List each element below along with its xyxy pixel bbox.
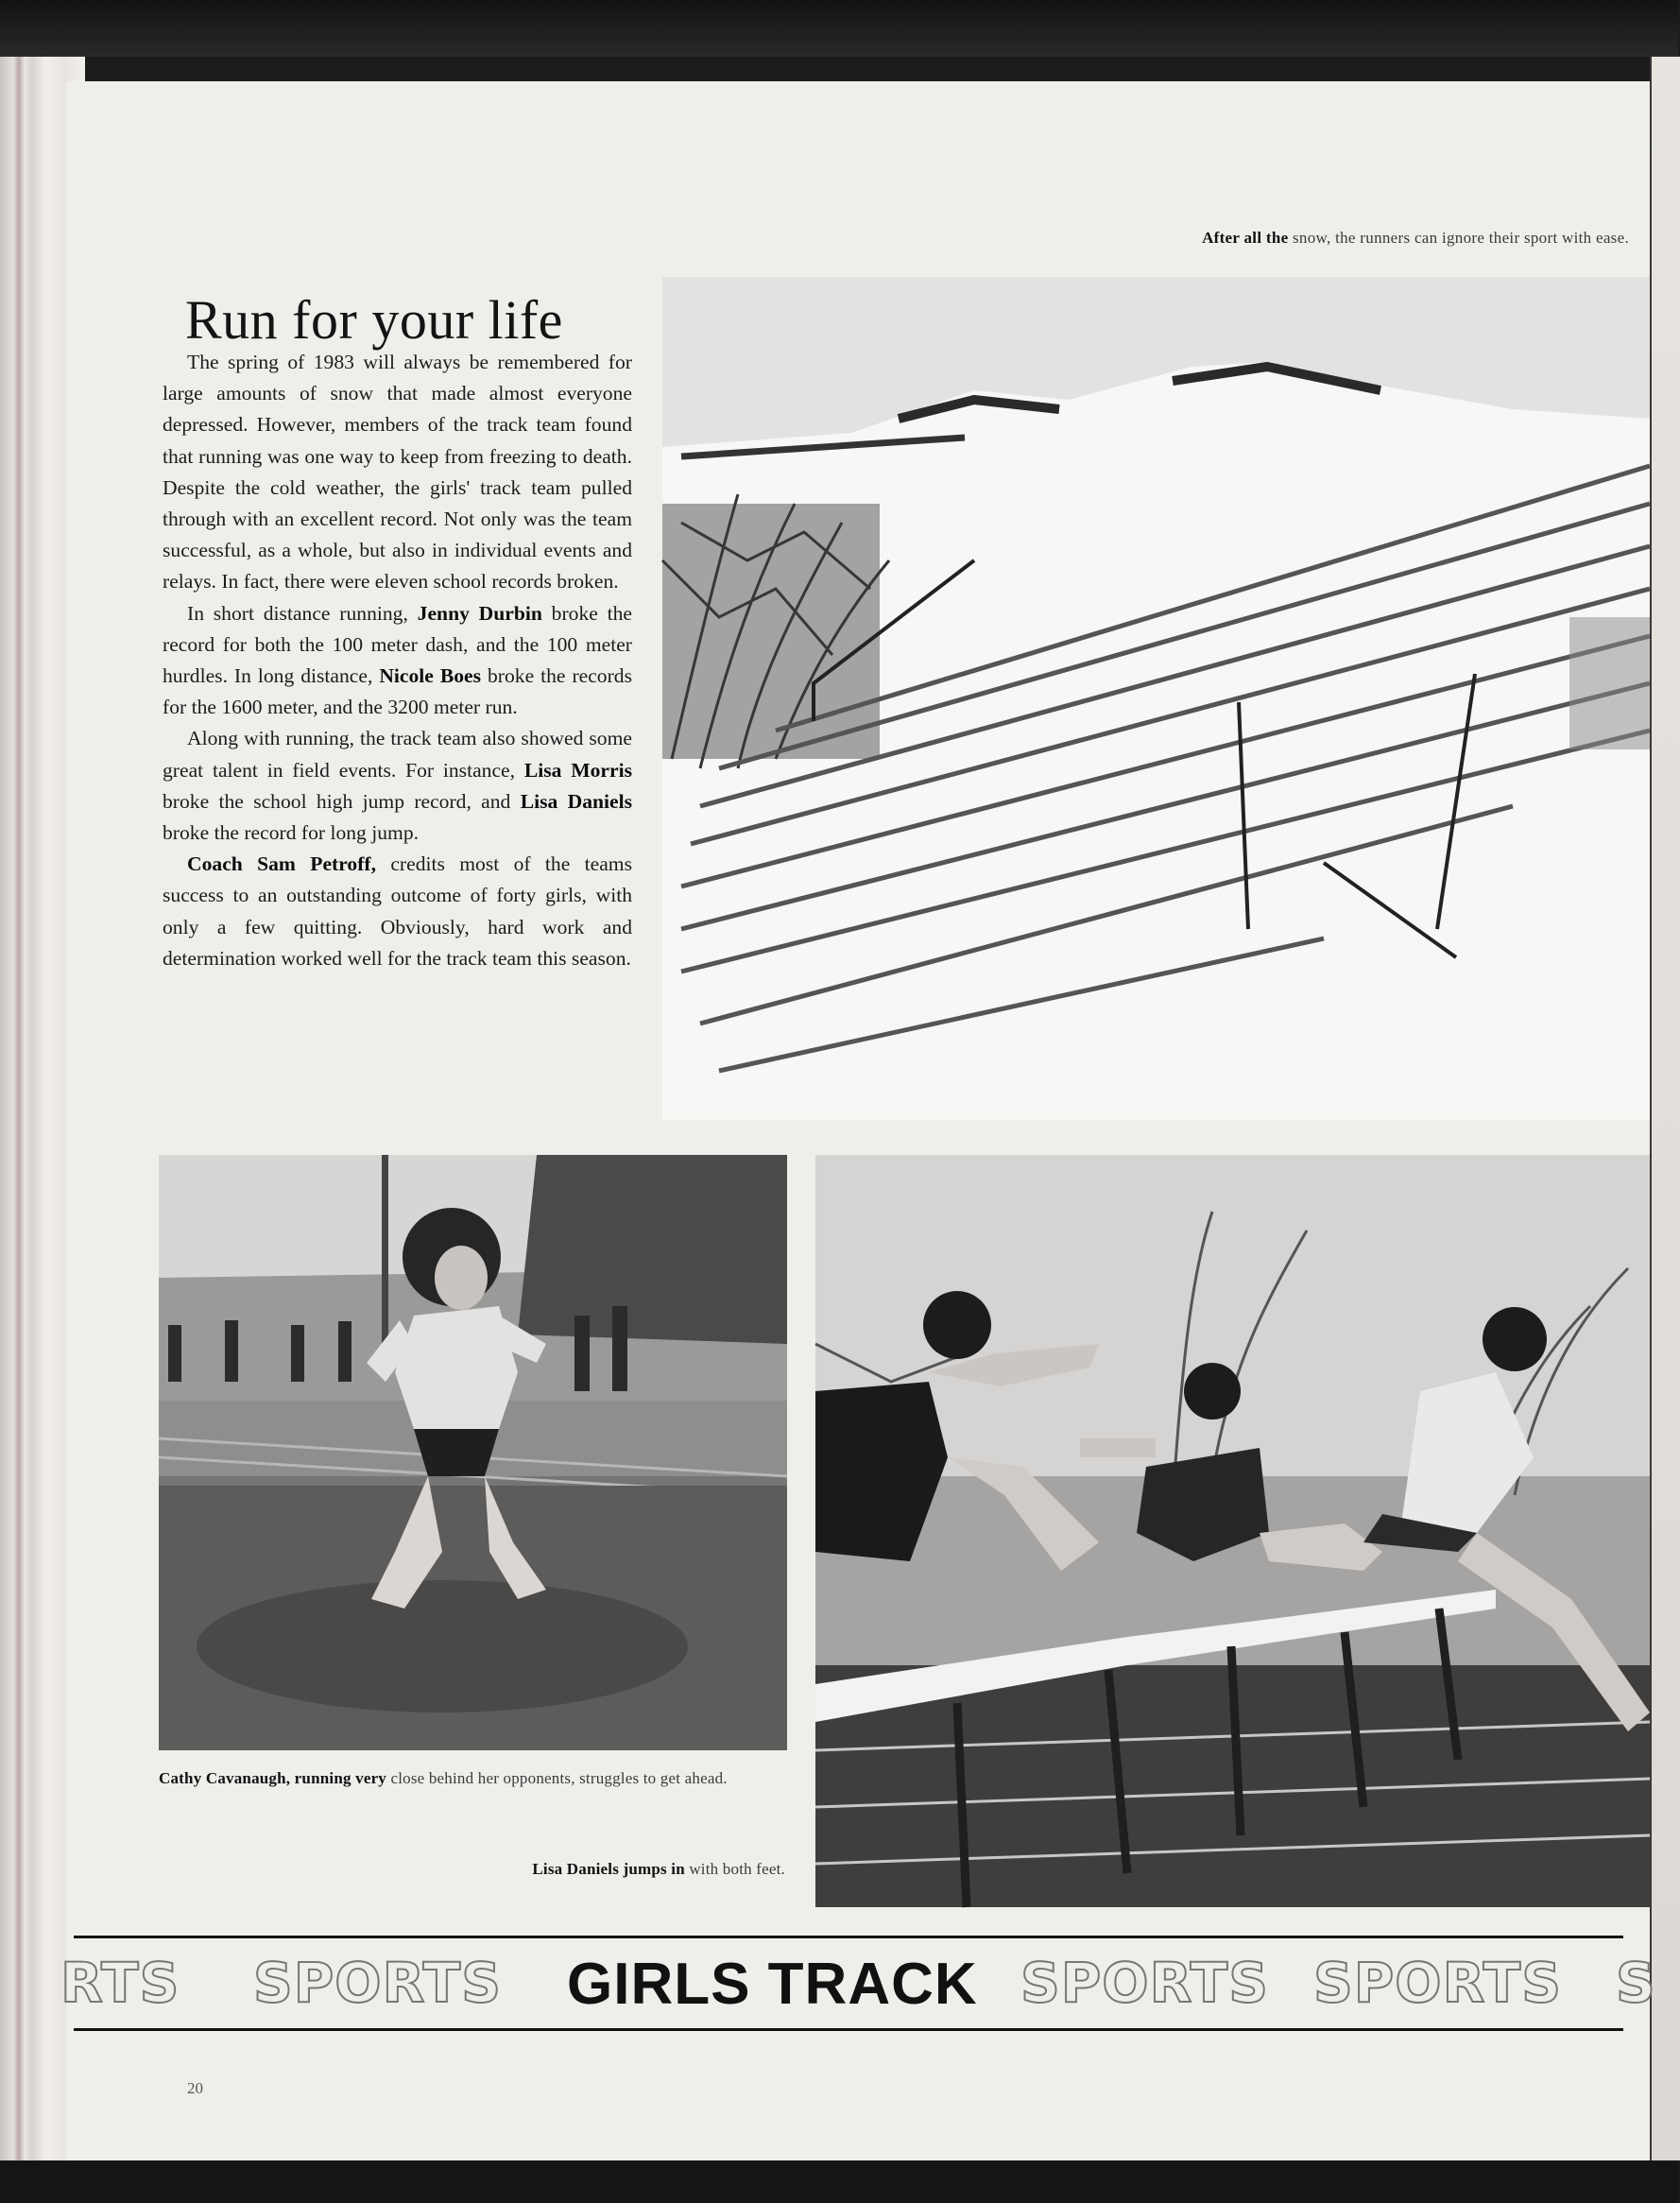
hurdles-photo-caption: Cathy Cavanaugh, running very close behind her opponents, struggles to get ahead. — [159, 1769, 728, 1787]
paragraph: The spring of 1983 will always be remembered for large amounts of snow that made almost everyone depressed. However, members of the track team found that running was one way to keep from freezing to death. Despite the cold weather, the girls' track team pulled through with an excellent record. Not only was the team successful, as a whole, but also in individual events and relays. In fact, there were eleven school records broken. — [163, 351, 632, 594]
banner-sports-fragment: S — [1616, 1951, 1656, 2015]
banner-sports-word: SPORTS — [253, 1951, 502, 2015]
page-title: Run for your life — [185, 288, 563, 351]
long-jump-photo-caption: Lisa Daniels jumps in with both feet. — [532, 1860, 785, 1878]
paragraph: In short distance running, Jenny Durbin broke the record for both the 100 meter dash, and the 100 meter hurdles. In long distance, Nicole Boes broke the records for the 1600 meter, and the 3200 meter run. — [163, 601, 633, 719]
paragraph: Coach Sam Petroff, credits most of the teams success to an outstanding outcome of forty girls, with only a few quitting. Obviously, hard work and determination worked well for the track team this season. — [163, 852, 632, 970]
article-body — [163, 347, 632, 974]
hurdles-photo — [815, 1155, 1650, 1907]
long-jump-photo — [159, 1155, 787, 1750]
scan-top-border — [0, 0, 1678, 57]
page-number: 20 — [187, 2079, 203, 2097]
section-title: GIRLS TRACK — [567, 1952, 978, 2017]
snowy-bleachers-photo — [662, 277, 1650, 1120]
bleachers-photo-caption: After all the snow, the runners can ignore their sport with ease. — [1202, 229, 1629, 247]
banner-sports-word: SPORTS — [1313, 1951, 1562, 2015]
scan-bottom-border — [0, 2160, 1678, 2203]
banner-rule-top — [74, 1936, 1623, 1938]
banner-sports-word: SPORTS — [1020, 1951, 1269, 2015]
sports-banner — [60, 1949, 1656, 2019]
paragraph: Along with running, the track team also showed some great talent in field events. For instance, Lisa Morris broke the school high jump record, and Lisa Daniels broke the record for long jump. — [163, 727, 632, 845]
banner-rule-bottom — [74, 2028, 1623, 2031]
facing-page-edge — [1650, 57, 1680, 2160]
banner-sports-fragment: RTS — [60, 1951, 180, 2015]
